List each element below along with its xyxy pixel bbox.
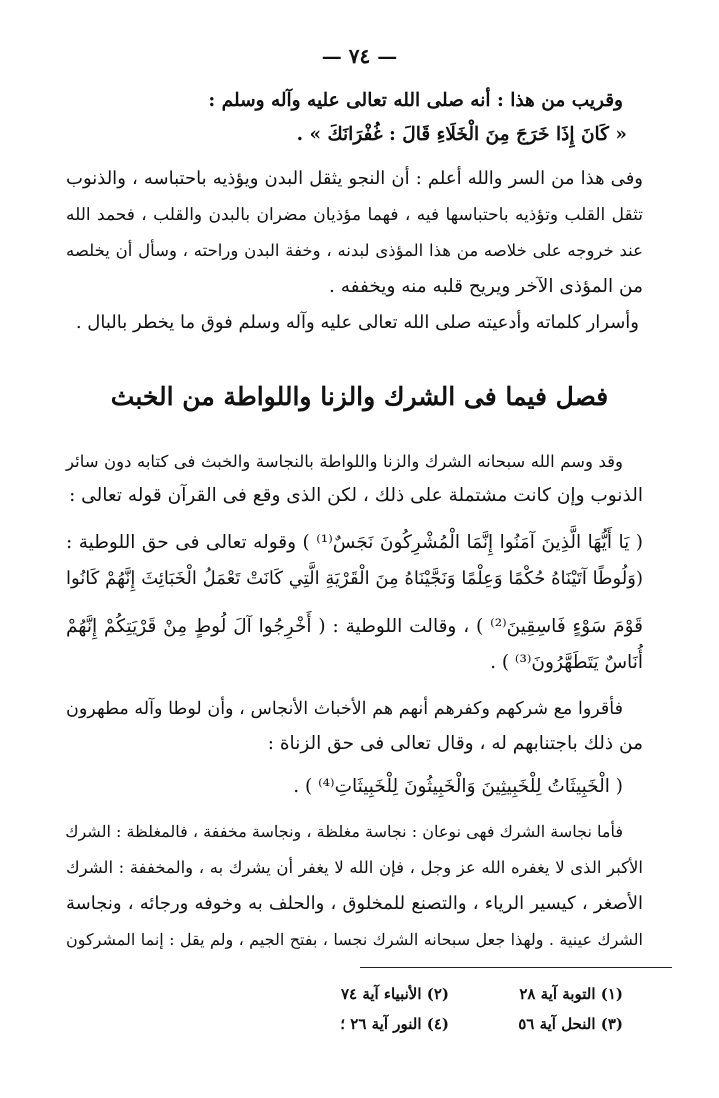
hadith-quote: « كَانَ إِذَا خَرَجَ مِنَ الْخَلَاءِ قَالَ : غُفْرَانَكَ » . — [296, 124, 627, 145]
footnote: (٤) النور آية ٢٦ ؛ — [340, 1015, 449, 1033]
quran-verse-line: أُنَاسٌ يَتَطَهَّرُونَ⁽³⁾ ) . — [490, 652, 643, 673]
text-line: الأكبر الذى لا يغفره الله عز وجل ، فإن الله لا يغفر أن يشرك به ، والمخففة : الشرك — [66, 858, 643, 877]
text-line: وقريب من هذا : أنه صلى الله تعالى عليه وآله وسلم : — [208, 90, 623, 111]
quran-verse-line: قَوْمَ سَوْءٍ فَاسِقِينَ⁽²⁾ ) ، وقالت اللوطية : ( أَخْرِجُوا آلَ لُوطٍ مِنْ قَرْيَتِكُمْ إِنَّهُمْ — [66, 616, 643, 637]
footnote: (٣) النحل آية ٥٦ — [518, 1015, 623, 1033]
page-number: — ٧٤ — — [321, 44, 398, 68]
footnote-divider — [360, 967, 672, 968]
quran-verse-line: ( يَا أَيُّهَا الَّذِينَ آمَنُوا إِنَّمَا الْمُشْرِكُونَ نَجَسٌ⁽¹⁾ ) وقوله تعالى فى حق اللوطية : — [66, 532, 643, 553]
text-line: من ذلك باجتنابهم له ، وقال تعالى فى حق الزناة : — [267, 733, 643, 754]
quran-verse-line: ( الْخَبِيثَاتُ لِلْخَبِيثِينَ وَالْخَبِيثُونَ لِلْخَبِيثَاتِ⁽⁴⁾ ) . — [293, 776, 623, 797]
text-line: عند خروجه على خلاصه من هذا المؤذى لبدنه ، وخفة البدن وراحته ، وسأل أن يخلصه — [66, 241, 643, 260]
quran-verse-line: (وَلُوطًا آتَيْنَاهُ حُكْمًا وَعِلْمًا وَنَجَّيْنَاهُ مِنَ الْقَرْيَةِ الَّتِي كَانَتْ تَعْمَلُ الْخَبَائِثَ إِنَّهُمْ كَانُوا — [66, 568, 643, 589]
text-line: فأما نجاسة الشرك فهى نوعان : نجاسة مغلظة ، ونجاسة مخففة ، فالمغلظة : الشرك — [65, 822, 623, 841]
footnote: (٢) الأنبياء آية ٧٤ — [340, 985, 449, 1003]
footnote: (١) التوبة آية ٢٨ — [519, 985, 623, 1003]
text-line: فأقروا مع شركهم وكفرهم أنهم هم الأخباث الأنجاس ، وأن لوطا وآله مطهرون — [66, 699, 623, 719]
text-line: الأصغر ، كيسير الرياء ، والتصنع للمخلوق ، والحلف به وخوفه ورجائه ، ونجاسة — [66, 893, 643, 914]
text-line: تثقل القلب وتؤذيه باحتباسها فيه ، فهما مؤذيان مضران بالبدن والقلب ، فحمد الله — [66, 205, 643, 225]
section-heading: فصل فيما فى الشرك والزنا واللواطة من الخبث — [110, 382, 609, 411]
text-line: الذنوب وإن كانت مشتملة على ذلك ، لكن الذى وقع فى القرآن قوله تعالى : — [69, 485, 643, 506]
text-line: وأسرار كلماته وأدعيته صلى الله تعالى عليه وآله وسلم فوق ما يخطر بالبال . — [75, 312, 639, 333]
text-line: وفى هذا من السر والله أعلم : أن النجو يثقل البدن ويؤذيه باحتباسه ، والذنوب — [66, 168, 643, 189]
text-line: من المؤذى الآخر ويريح قلبه منه ويخففه . — [328, 276, 643, 297]
text-line: وقد وسم الله سبحانه الشرك والزنا واللواطة بالنجاسة والخبث فى كتابه دون سائر — [66, 452, 623, 471]
text-line: الشرك عينية . ولهذا جعل سبحانه الشرك نجسا ، بفتح الجيم ، ولم يقل : إنما المشركون — [66, 930, 643, 949]
